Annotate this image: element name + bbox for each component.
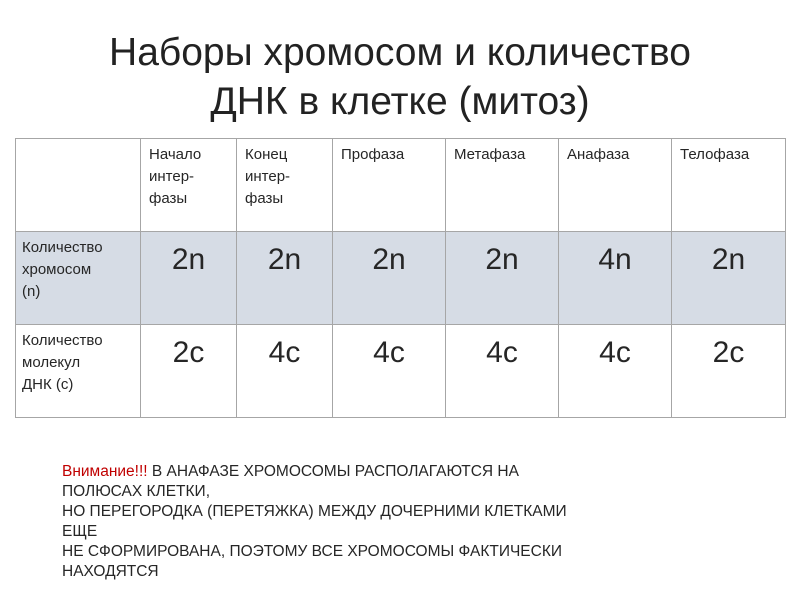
table-header-row (16, 139, 786, 232)
warning-line-3: НО ПЕРЕГОРОДКА (ПЕРЕТЯЖКА) МЕЖДУ ДОЧЕРНИМИ КЛЕТКАМИ (62, 503, 567, 520)
header-text-line: Метафаза (454, 146, 526, 163)
row-label-line: Количество (22, 239, 103, 256)
slide-title-line-2: ДНК в клетке (митоз) (210, 80, 590, 123)
table-row-chromosomes (16, 232, 786, 325)
header-text-line: Начало (149, 146, 202, 163)
slide-title (40, 28, 760, 126)
warning-accent: Внимание!!! (62, 463, 148, 480)
row-label-chromosomes (16, 232, 141, 325)
table-corner-cell (16, 139, 141, 232)
chromosomes-value-cell: 2n (333, 232, 446, 325)
warning-line-2: ПОЛЮСАХ КЛЕТКИ, (62, 483, 210, 500)
header-text-line: Телофаза (680, 146, 750, 163)
header-text-line: Анафаза (567, 146, 630, 163)
dna-value-cell: 4c (559, 325, 672, 418)
row-label-line: Количество (22, 332, 103, 349)
dna-value-cell: 4c (237, 325, 333, 418)
header-text-line: фазы (149, 190, 188, 207)
anaphase-warning-note (62, 462, 762, 582)
row-label-line: молекул (22, 354, 81, 371)
dna-value-cell: 2c (672, 325, 786, 418)
warning-line-6: НАХОДЯТСЯ (62, 563, 159, 580)
header-prophase (333, 139, 446, 232)
row-label-line: (n) (22, 283, 41, 300)
header-interphase-end (237, 139, 333, 232)
header-text-line: фазы (245, 190, 284, 207)
chromosomes-value-cell: 2n (446, 232, 559, 325)
dna-value-cell: 2c (141, 325, 237, 418)
warning-text: В АНАФАЗЕ ХРОМОСОМЫ РАСПОЛАГАЮТСЯ НА (147, 463, 519, 480)
header-interphase-start (141, 139, 237, 232)
chromosomes-value-cell: 4n (559, 232, 672, 325)
header-text-line: Профаза (341, 146, 405, 163)
warning-line-5: НЕ СФОРМИРОВАНА, ПОЭТОМУ ВСЕ ХРОМОСОМЫ ФАКТИЧЕСКИ (62, 543, 563, 560)
chromosomes-value-cell: 2n (237, 232, 333, 325)
header-metaphase (446, 139, 559, 232)
warning-line-4: ЕЩЕ (62, 523, 98, 540)
row-label-line: ДНК (с) (22, 376, 74, 393)
header-text-line: Конец (245, 146, 288, 163)
dna-value-cell: 4c (333, 325, 446, 418)
header-text-line: интер- (245, 168, 291, 185)
table-row-dna (16, 325, 786, 418)
header-anaphase (559, 139, 672, 232)
chromosomes-value-cell: 2n (672, 232, 786, 325)
header-text-line: интер- (149, 168, 195, 185)
slide-title-line-1: Наборы хромосом и количество (109, 31, 691, 74)
row-label-dna (16, 325, 141, 418)
dna-value-cell: 4c (446, 325, 559, 418)
row-label-line: хромосом (22, 261, 92, 278)
mitosis-table (15, 138, 786, 418)
warning-line-1 (62, 462, 762, 482)
header-telophase (672, 139, 786, 232)
chromosomes-value-cell: 2n (141, 232, 237, 325)
